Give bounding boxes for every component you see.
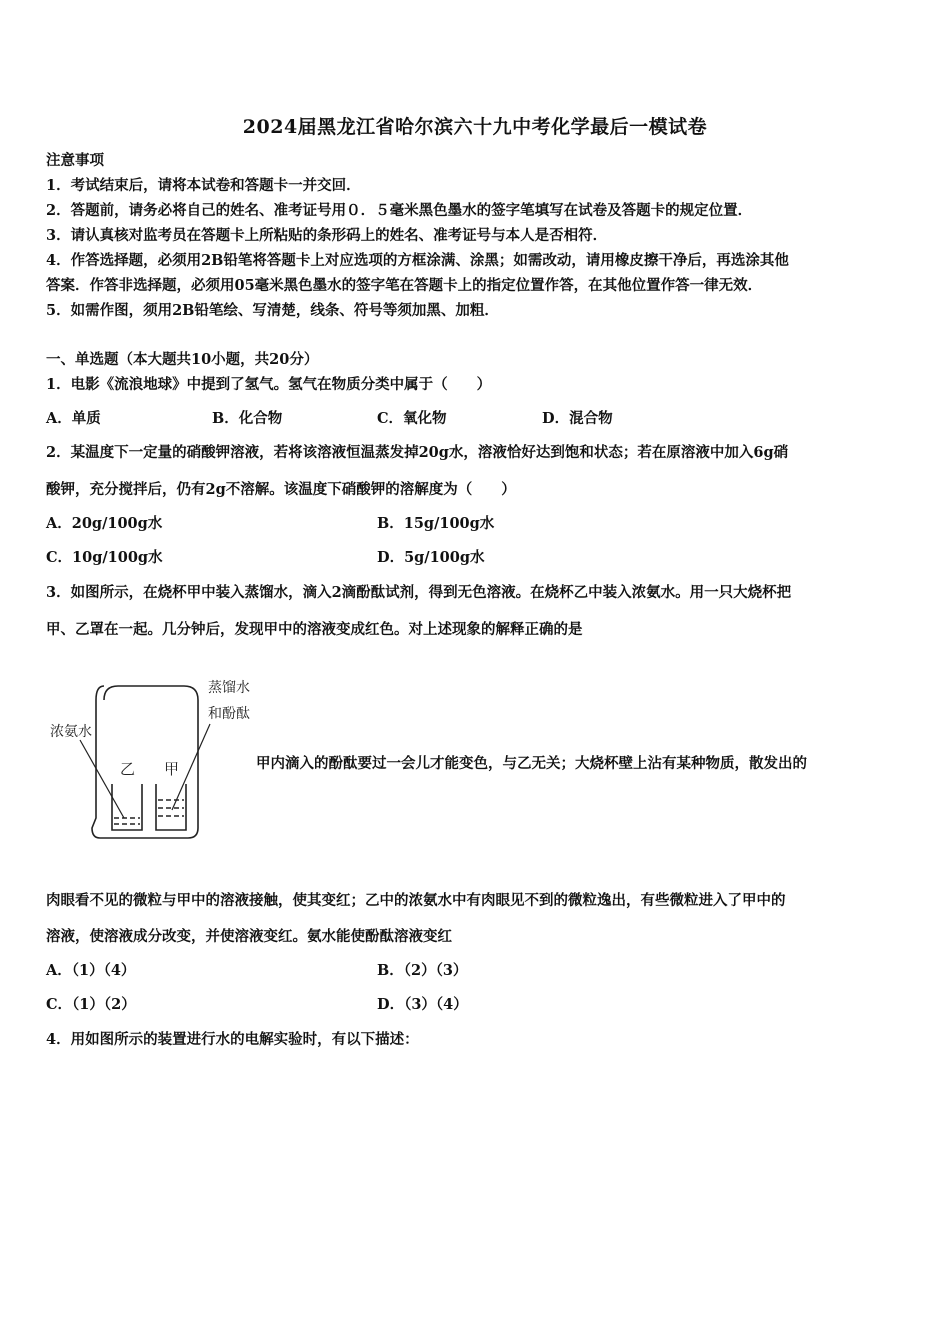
notice-item-1: 1．考试结束后，请将本试卷和答题卡一并交回． — [46, 177, 361, 194]
label-water-2: 和酚酞 — [208, 706, 250, 722]
label-water-1: 蒸馏水 — [208, 680, 250, 696]
beaker-diagram — [44, 668, 259, 848]
q3-option-a: A．（1）（4） — [46, 962, 136, 979]
pointer-ammonia — [80, 740, 124, 818]
q3-option-d: D．（3）（4） — [377, 996, 468, 1013]
large-beaker — [92, 686, 198, 838]
q1-option-b: B．化合物 — [212, 410, 283, 427]
q2-option-a: A．20g/100g水 — [46, 515, 163, 532]
q2-stem-line1: 2．某温度下一定量的硝酸钾溶液，若将该溶液恒温蒸发掉20g水，溶液恰好达到饱和状态；若在原溶液中加入6g硝 — [46, 444, 789, 461]
label-ammonia: 浓氨水 — [50, 724, 92, 740]
notice-heading: 注意事项 — [46, 152, 104, 169]
q1-stem: 1．电影《流浪地球》中提到了氢气。氢气在物质分类中属于（ ） — [46, 376, 492, 393]
notice-item-3: 3．请认真核对监考员在答题卡上所粘贴的条形码上的姓名、准考证号与本人是否相符． — [46, 227, 608, 244]
q3-side-text: 甲内滴入的酚酞要过一会儿才能变色，与乙无关；大烧杯壁上沾有某种物质，散发出的 — [256, 755, 807, 772]
section-heading: 一、单选题（本大题共10小题，共20分） — [46, 351, 319, 368]
q1-option-c: C．氧化物 — [377, 410, 447, 427]
q3-stem-line1: 3．如图所示，在烧杯甲中装入蒸馏水，滴入2滴酚酞试剂，得到无色溶液。在烧杯乙中装入浓氨水。用一只大烧杯把 — [46, 584, 792, 601]
page-title: 2024届黑龙江省哈尔滨六十九中考化学最后一模试卷 — [242, 116, 708, 138]
beaker-yi — [112, 784, 142, 830]
notice-item-4: 4．作答选择题，必须用2B铅笔将答题卡上对应选项的方框涂满、涂黑；如需改动，请用橡皮擦干净后，再选涂其他 — [46, 252, 789, 269]
q3-stem-line2: 甲、乙罩在一起。几分钟后，发现甲中的溶液变成红色。对上述现象的解释正确的是 — [46, 621, 583, 638]
notice-item-5: 5．如需作图，须用2B铅笔绘、写清楚，线条、符号等须加黑、加粗． — [46, 302, 499, 319]
q1-option-a: A．单质 — [46, 410, 101, 427]
q3-option-b: B．（2）（3） — [377, 962, 468, 979]
notice-item-4-cont: 答案．作答非选择题，必须用05毫米黑色墨水的签字笔在答题卡上的指定位置作答，在其他位置作答一律无效． — [46, 277, 763, 294]
label-jia: 甲 — [164, 760, 180, 778]
q3-option-c: C．（1）（2） — [46, 996, 136, 1013]
q3-cont-line1: 肉眼看不见的微粒与甲中的溶液接触，使其变红；乙中的浓氨水中有肉眼见不到的微粒逸出，有些微粒进入了甲中的 — [46, 892, 786, 909]
q1-option-d: D．混合物 — [542, 410, 613, 427]
q2-option-d: D．5g/100g水 — [377, 549, 485, 566]
beaker-jia — [156, 784, 186, 830]
label-yi: 乙 — [120, 760, 136, 778]
q2-option-c: C．10g/100g水 — [46, 549, 163, 566]
q4-stem: 4．用如图所示的装置进行水的电解实验时，有以下描述： — [46, 1031, 419, 1048]
notice-item-2: 2．答题前，请务必将自己的姓名、准考证号用０．５毫米黑色墨水的签字笔填写在试卷及答题卡的规定位置． — [46, 202, 753, 219]
q3-cont-line2: 溶液，使溶液成分改变，并使溶液变红。氨水能使酚酞溶液变红 — [46, 928, 452, 945]
q2-stem-line2: 酸钾，充分搅拌后，仍有2g不溶解。该温度下硝酸钾的溶解度为（ ） — [46, 481, 516, 498]
q2-option-b: B．15g/100g水 — [377, 515, 495, 532]
